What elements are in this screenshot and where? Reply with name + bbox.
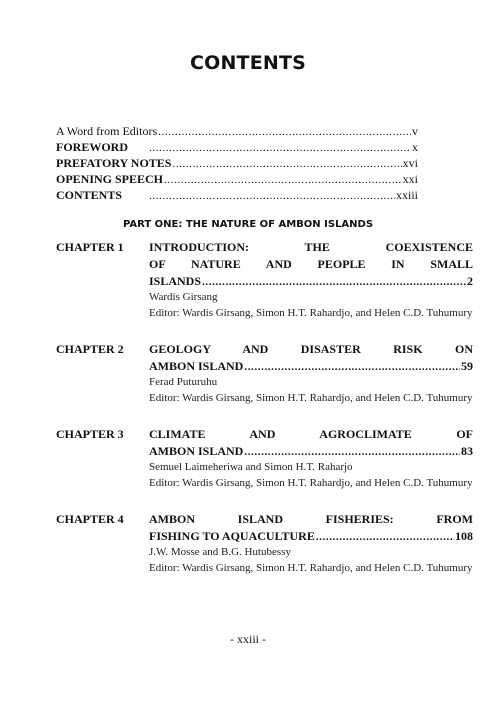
- toc-entry-page: xxiii: [395, 188, 418, 202]
- part-heading: PART ONE: THE NATURE OF AMBON ISLANDS: [122, 219, 374, 230]
- toc-entry-editors[interactable]: [56, 123, 418, 139]
- toc-entry-label: OPENING SPEECH: [56, 172, 164, 186]
- chapter-title-end: FISHING TO AQUACULTURE: [149, 529, 315, 543]
- chapter-page: 59: [461, 359, 473, 373]
- toc-entry-opening-speech[interactable]: [56, 171, 418, 187]
- chapter-title-line: CLIMATE AND AGROCLIMATE OF: [149, 427, 473, 441]
- chapter-label: CHAPTER 3: [56, 427, 124, 441]
- toc-entry-contents[interactable]: [56, 187, 418, 203]
- chapter-title-line: OF NATURE AND PEOPLE IN SMALL: [149, 257, 473, 271]
- toc-entry-label: PREFATORY NOTES: [56, 156, 172, 170]
- dot-leader: [149, 140, 411, 156]
- chapter-title-last: [149, 273, 473, 290]
- chapter-editors: Editor: Wardis Girsang, Simon H.T. Rahardjo, and Helen C.D. Tuhumury: [149, 476, 473, 489]
- toc-entry-page: v: [412, 124, 418, 138]
- dot-leader: [164, 172, 402, 188]
- chapter-author: J.W. Mosse and B.G. Hutubessy: [149, 546, 291, 558]
- dot-leader: [149, 188, 395, 204]
- chapter-author: Semuel Laimeheriwa and Simon H.T. Raharjo: [149, 461, 353, 473]
- chapter-title-line: AMBON ISLAND FISHERIES: FROM: [149, 512, 473, 526]
- chapter-title-end: AMBON ISLAND: [149, 444, 244, 458]
- chapter-title-last: [149, 528, 473, 545]
- chapter-title-last: [149, 443, 473, 460]
- chapter-title-end: ISLANDS: [149, 274, 202, 288]
- dot-leader: [244, 359, 460, 376]
- toc-entry-prefatory-notes[interactable]: [56, 155, 418, 171]
- toc-entry-label: A Word from Editors: [56, 124, 158, 138]
- toc-entry-foreword[interactable]: [56, 139, 418, 155]
- page-number-footer: - xxiii -: [230, 632, 266, 646]
- chapter-title-line: INTRODUCTION: THE COEXISTENCE: [149, 240, 473, 254]
- toc-entry-page: x: [412, 140, 418, 154]
- chapter-title-last: [149, 358, 473, 375]
- chapter-label: CHAPTER 2: [56, 342, 124, 356]
- page-title: CONTENTS: [189, 52, 307, 74]
- chapter-editors: Editor: Wardis Girsang, Simon H.T. Rahardjo, and Helen C.D. Tuhumury: [149, 306, 473, 319]
- chapter-title-line: GEOLOGY AND DISASTER RISK ON: [149, 342, 473, 356]
- dot-leader: [172, 156, 401, 172]
- chapter-editors: Editor: Wardis Girsang, Simon H.T. Rahardjo, and Helen C.D. Tuhumury: [149, 391, 473, 404]
- dot-leader: [202, 274, 466, 291]
- toc-entry-page: xvi: [402, 156, 418, 170]
- chapter-page: 108: [455, 529, 473, 543]
- chapter-editors: Editor: Wardis Girsang, Simon H.T. Rahardjo, and Helen C.D. Tuhumury: [149, 561, 473, 574]
- chapter-label: CHAPTER 1: [56, 240, 124, 254]
- chapter-page: 2: [467, 274, 473, 288]
- dot-leader: [158, 124, 411, 140]
- chapter-author: Wardis Girsang: [149, 291, 218, 303]
- front-matter-list: [56, 123, 418, 203]
- chapter-label: CHAPTER 4: [56, 512, 124, 526]
- toc-entry-page: xxi: [402, 172, 418, 186]
- chapter-page: 83: [461, 444, 473, 458]
- toc-entry-label: CONTENTS: [56, 188, 123, 202]
- toc-entry-label: FOREWORD: [56, 140, 128, 154]
- chapter-author: Ferad Puturuhu: [149, 376, 218, 388]
- dot-leader: [316, 529, 454, 546]
- chapter-title-end: AMBON ISLAND: [149, 359, 244, 373]
- dot-leader: [244, 444, 460, 461]
